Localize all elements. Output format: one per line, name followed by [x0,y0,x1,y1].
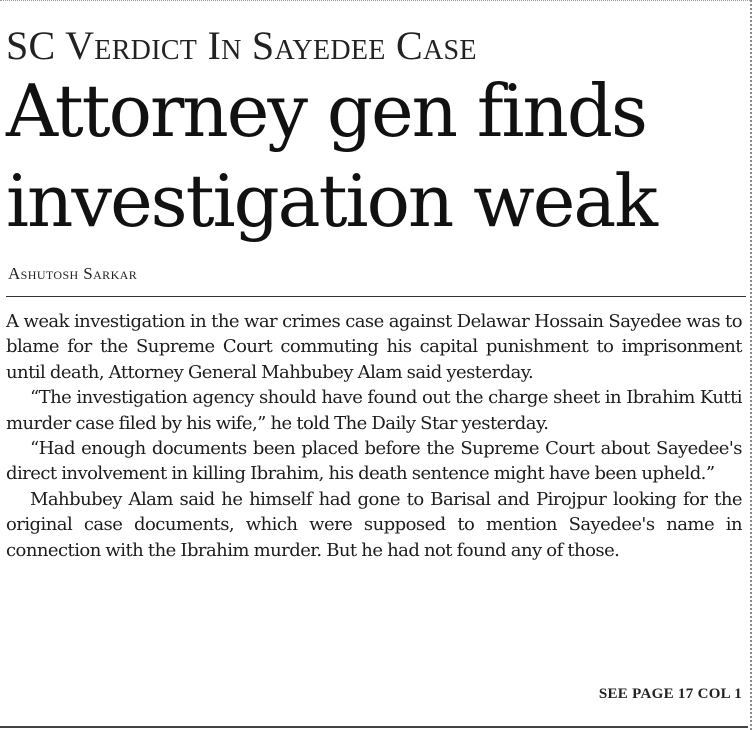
byline-rule [6,296,746,297]
bottom-border [0,726,748,728]
paragraph: “The investigation agency should have found out the charge sheet in Ibrahim Kutti murder case filed by his wife,” he told The Daily Star yesterday. [6,387,742,434]
paragraph: Mahbubey Alam said he himself had gone to Barisal and Pirojpur looking for the original case documents, which were supposed to mention Sayedee's name in connection with the Ibrahim murder. But he had not found any of those. [6,488,742,561]
top-border [0,0,752,1]
column-divider [750,0,752,730]
paragraph: “Had enough documents been placed before the Supreme Court about Sayedee's direct involvement in killing Ibrahim, his death sentence might have been upheld.” [6,438,742,485]
paragraph: A weak investigation in the war crimes case against Delawar Hossain Sayedee was to blame for the Supreme Court commuting his capital punishment to imprisonment until death, Attorney General Mahbubey Alam said yesterday. [6,311,742,383]
headline: Attorney gen finds investigation weak [6,69,656,243]
kicker: SC Verdict In Sayedee Case [6,23,477,68]
jump-line[interactable]: SEE PAGE 17 COL 1 [598,686,742,702]
byline: Ashutosh Sarkar [8,264,138,283]
article-body [6,309,742,563]
